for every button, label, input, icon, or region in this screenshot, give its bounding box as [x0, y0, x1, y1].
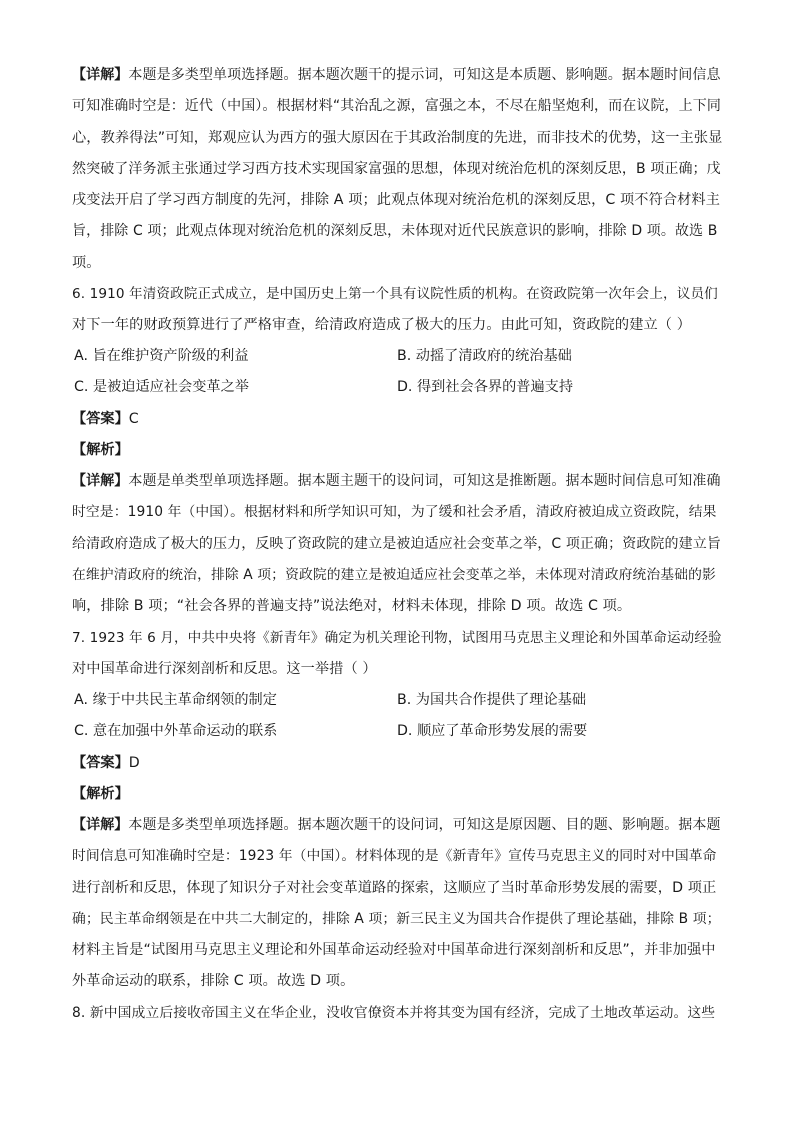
q7-option-c: C. 意在加强中外革命运动的联系: [74, 723, 278, 739]
q7-option-b: B. 为国共合作提供了理论基础: [397, 692, 587, 708]
text-line: 可知准确时空是：近代（中国）。根据材料“其治乱之源，富强之本，不尽在船坚炮利，而在议院，上下同: [72, 98, 721, 115]
q6-options-row-2: [72, 372, 724, 403]
text-line: 进行剖析和反思，体现了知识分子对社会变革道路的探索，这顺应了当时革命形势发展的需要，D 项正: [72, 879, 717, 896]
text-line: 在维护清政府的统治，排除 A 项；资政院的建立是被迫适应社会变革之举，未体现对清政府统治基础的影: [72, 566, 716, 583]
text-line: 给清政府造成了极大的压力，反映了资政院的建立是被迫适应社会变革之举，C 项正确；资政院的建立旨: [72, 535, 721, 552]
section-tag: 【解析】: [72, 786, 129, 802]
text-line: 时间信息可知准确时空是：1923 年（中国）。材料体现的是《新青年》宣传马克思主义的同时对中国革命: [72, 848, 717, 865]
q6-option-c: C. 是被迫适应社会变革之举: [74, 379, 249, 395]
text-line: 【详解】本题是多类型单项选择题。据本题次题干的提示词，可知这是本质题、影响题。据本题时间信息: [72, 67, 721, 83]
q7-options-row-2: [72, 716, 724, 747]
section-tag: 【答案】: [72, 411, 129, 427]
text-line: 时空是：1910 年（中国）。根据材料和所学知识可知，为了缓和社会矛盾，清政府被迫成立资政院，结果: [72, 504, 717, 521]
q5-explanation: [72, 60, 724, 279]
q7-option-a: A. 缘于中共民主革命纲领的制定: [74, 692, 277, 708]
text-line: 7. 1923 年 6 月，中共中央将《新青年》确定为机关理论刊物，试图用马克思主义理论和外国革命运动经验: [72, 630, 722, 646]
q6-option-b: B. 动摇了清政府的统治基础: [397, 348, 572, 364]
text-line: 响，排除 B 项；“社会各界的普遍支持”说法绝对，材料未体现，排除 D 项。故选 C 项。: [72, 598, 632, 615]
q7-analysis: [72, 810, 724, 998]
q7-stem: [72, 623, 724, 686]
text-line: 然突破了洋务派主张通过学习西方技术实现国家富强的思想，体现对统治危机的深刻反思，B 项正确；戊: [72, 160, 721, 177]
text-line: 心，教养得法”可知，郑观应认为西方的强大原因在于其政治制度的先进，而非技术的优势，这一主张显: [72, 129, 723, 146]
q8-stem: [72, 998, 724, 1029]
section-tag: 【解析】: [72, 442, 129, 458]
text-line: 戌变法开启了学习西方制度的先河，排除 A 项；此观点体现对统治危机的深刻反思，C 项不符合材料主: [72, 192, 721, 209]
text-line: 对中国革命进行深刻剖析和反思。这一举措（ ）: [72, 661, 377, 678]
text-line: 【详解】本题是多类型单项选择题。据本题次题干的设问词，可知这是原因题、目的题、影响题。据本题: [72, 817, 721, 833]
section-tag: 【详解】: [72, 817, 129, 833]
section-tag: 【详解】: [72, 67, 129, 83]
q6-option-d: D. 得到社会各界的普遍支持: [397, 379, 574, 395]
q6-analysis: [72, 466, 724, 622]
text-line: 确；民主革命纲领是在中共二大制定的，排除 A 项；新三民主义为国共合作提供了理论基础，排除 B 项；: [72, 910, 721, 927]
text-line: 材料主旨是“试图用马克思主义理论和外国革命运动经验对中国革命进行深刻剖析和反思”，并非加强中: [72, 942, 716, 959]
text-line: 8. 新中国成立后接收帝国主义在华企业，没收官僚资本并将其变为国有经济，完成了土地改革运动。这些: [72, 1005, 716, 1021]
text-line: 6. 1910 年清资政院正式成立，是中国历史上第一个具有议院性质的机构。在资政院第一次年会上，议员们: [72, 286, 718, 302]
q7-options-row-1: [72, 685, 724, 716]
q7-analysis-tag: [72, 779, 129, 810]
text-line: 旨，排除 C 项；此观点体现对统治危机的深刻反思，未体现对近代民族意识的影响，排除 D 项。故选 B: [72, 223, 718, 240]
q7-option-d: D. 顺应了革命形势发展的需要: [397, 723, 588, 739]
text-line: 项。: [72, 254, 101, 271]
text-line: 外革命运动的联系，排除 C 项。故选 D 项。: [72, 973, 355, 990]
section-tag: 【详解】: [72, 473, 129, 489]
q6-analysis-tag: [72, 435, 129, 466]
text-line: 【详解】本题是单类型单项选择题。据本题主题干的设问词，可知这是推断题。据本题时间信息可知准确: [72, 473, 721, 489]
q7-answer: 【答案】D: [72, 755, 140, 771]
section-tag: 【答案】: [72, 755, 129, 771]
q6-options-row-1: [72, 341, 724, 372]
q6-option-a: A. 旨在维护资产阶级的利益: [74, 348, 249, 364]
q6-stem: [72, 279, 724, 342]
text-line: 对下一年的财政预算进行了严格审查，给清政府造成了极大的压力。由此可知，资政院的建立（ ）: [72, 317, 691, 334]
q6-answer: 【答案】C: [72, 411, 139, 427]
